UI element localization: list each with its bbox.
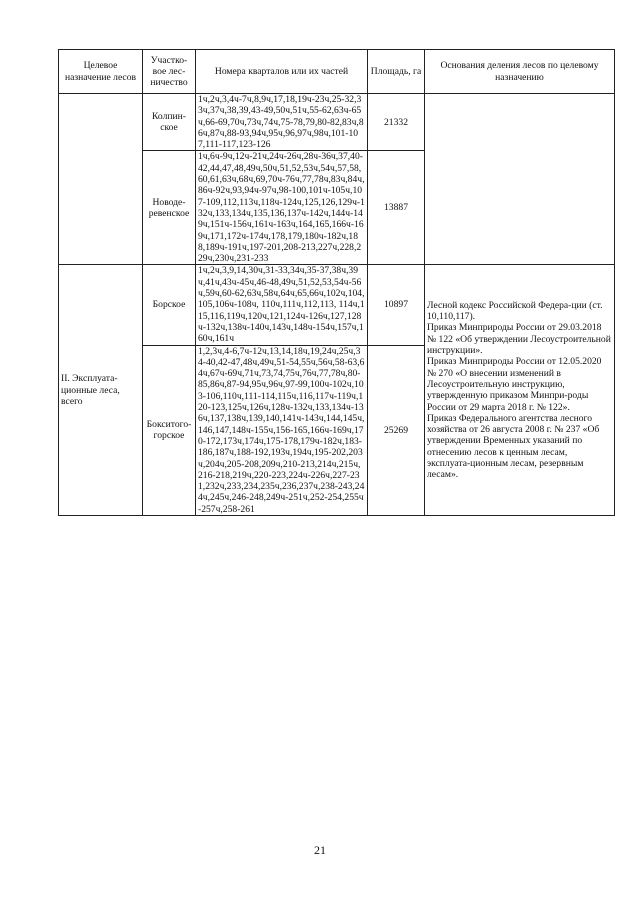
page-number: 21: [314, 843, 326, 857]
header-quarters: Номера кварталов или их частей: [196, 50, 368, 94]
basis-cell: [425, 94, 615, 265]
quarters-cell: 1,2,3ч,4-6,7ч-12ч,13,14,18ч,19,24ч,25ч,34-40,42-47,48ч,49ч,51-54,55ч,56ч,58-63,64ч,67ч-69ч,71ч,73,74,75ч,76ч,77,78ч,80-85,86ч,87-94,95ч,96ч,97-99,100ч-102ч,103-106,110ч,111-114,115ч,116,117ч-119ч,120-123,125ч,126ч,128ч-132ч,133,134ч-136ч,137,138ч,139,140,141ч-143ч,144,145ч,146,147,148ч-155ч,156-165,166ч-169ч,170-172,173ч,174ч,175-178,179ч-182ч,183-186,187ч,188-192,193ч,194ч,195-202,203ч,204ч,205-208,209ч,210-213,214ч,215ч,216-218,219ч,220-223,224ч-226ч,227-231,232ч,233,234,235ч,236,237ч,238-243,244ч,245ч,246-248,249ч-251ч,252-254,255ч-257ч,258-261: [196, 345, 368, 515]
section-cell: Колпин-ское: [143, 94, 196, 151]
purpose-cell: [59, 94, 143, 265]
table-row: [59, 265, 615, 345]
quarters-cell: 1ч,2ч,3,4ч-7ч,8,9ч,17,18,19ч-23ч,25-32,33ч,37ч,38,39,43-49,50ч,51ч,55-62,63ч-65ч,66-69,70ч,73ч,74ч,75-78,79,80-82,83ч,86ч,87ч,88-93,94ч,95ч,96,97ч,98ч,101-107,111-117,123-126: [196, 94, 368, 151]
section-cell: Борское: [143, 265, 196, 345]
quarters-cell: 1ч,6ч-9ч,12ч-21ч,24ч-26ч,28ч-36ч,37,40-42,44,47,48,49ч,50ч,51,52,53ч,54ч,57,58,60,61,63ч,68ч,69,70ч-76ч,77,78ч,83ч,84ч,86ч-92ч,93,94ч-97ч,98-100,101ч-105ч,107-109,112,113ч,118ч-124ч,125,126,129ч-132ч,133,134ч,135,136,137ч-142ч,144ч-149ч,151ч-156ч,161ч-163ч,164,165,166ч-169ч,171,172ч-174ч,178,179,180ч-182ч,188,189ч-191ч,197-201,208-213,227ч,228,229ч,230ч,231-233: [196, 151, 368, 265]
header-purpose: Целевое назначение лесов: [59, 50, 143, 94]
basis-cell: Лесной кодекс Российской Федера-ции (ст. 10,110,117). Приказ Минприроды России от 29.03.2018 № 122 «Об утверждении Лесоустроительной инструкции». Приказ Минприроды России от 12.05.2020 № 270 «О внесении изменений в Лесоустроительную инструкцию, утвержденную приказом Минпри-роды России от 29 марта 2018 г. № 122». Приказ Федерального агентства лесного хозяйства от 26 августа 2008 г. № 237 «Об утверждении Временных указаний по отнесению лесов к ценным лесам, эксплуата-ционным лесам, резервным лесам».: [425, 265, 615, 516]
table-row: [59, 94, 615, 151]
forest-division-table: [58, 49, 615, 516]
area-cell: 21332: [368, 94, 425, 151]
area-cell: 13887: [368, 151, 425, 265]
header-section: Участко-вое лес-ничество: [143, 50, 196, 94]
header-area: Площадь, га: [368, 50, 425, 94]
header-basis: Основания деления лесов по целевому назначению: [425, 50, 615, 94]
purpose-cell: II. Эксплуата-ционные леса, всего: [59, 265, 143, 516]
quarters-cell: 1ч,2ч,3,9,14,30ч,31-33,34ч,35-37,38ч,39ч,41ч,43ч-45ч,46-48,49ч,51,52,53,54ч-56ч,59ч,60-62,63ч,58ч,64ч,65,66ч,102ч,104,105,106ч-108ч, 110ч,111ч,112,113, 114ч,115,116,119ч,120ч,121,124ч-126ч,127,128ч-132ч,138ч-140ч,143ч,148ч-154ч,157ч,160ч,161ч: [196, 265, 368, 345]
area-cell: 25269: [368, 345, 425, 515]
table-header-row: [59, 50, 615, 94]
section-cell: Бокситого-горское: [143, 345, 196, 515]
area-cell: 10897: [368, 265, 425, 345]
section-cell: Новоде-ревенское: [143, 151, 196, 265]
